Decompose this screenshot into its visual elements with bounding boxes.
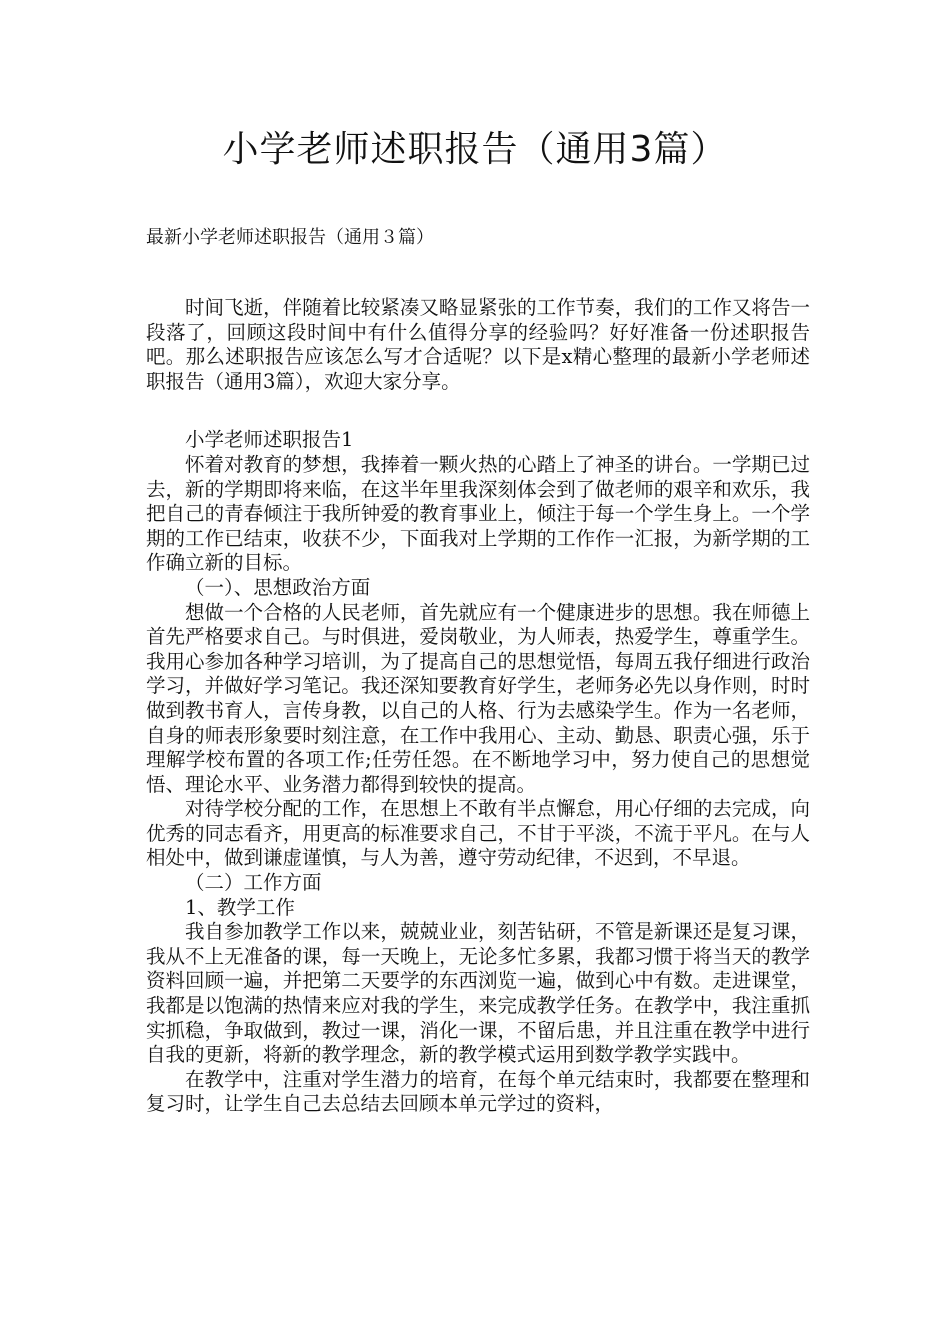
- document-title: 小学老师述职报告（通用3篇）: [222, 129, 728, 170]
- subsection-heading: （二）工作方面: [185, 871, 322, 895]
- body-paragraph: 对待学校分配的工作，在思想上不敢有半点懈怠，用心仔细的去完成，向优秀的同志看齐，用更高的标准要求自己，不甘于平淡，不流于平凡。在与人相处中，做到谦虚谨慎，与人为善，遵守劳动纪律，不迟到，不早退。: [146, 797, 810, 870]
- document-subtitle: 最新小学老师述职报告（通用３篇）: [146, 227, 434, 248]
- document-body: [146, 296, 810, 1117]
- body-paragraph: 想做一个合格的人民老师，首先就应有一个健康进步的思想。我在师德上首先严格要求自己。与时俱进，爱岗敬业，为人师表，热爱学生，尊重学生。我用心参加各种学习培训，为了提高自己的思想觉悟，每周五我仔细进行政治学习，并做好学习笔记。我还深知要教育好学生，老师务必先以身作则，时时做到教书育人，言传身教，以自己的人格、行为去感染学生。作为一名老师，自身的师表形象要时刻注意，在工作中我用心、主动、勤恳、职责心强，乐于理解学校布置的各项工作;任劳任怨。在不断地学习中，努力使自己的思想觉悟、理论水平、业务潜力都得到较快的提高。: [146, 600, 810, 796]
- subsection-heading: （一）、思想政治方面: [185, 575, 371, 599]
- section-heading: 小学老师述职报告1: [185, 428, 354, 452]
- intro-paragraph: 时间飞逝，伴随着比较紧凑又略显紧张的工作节奏，我们的工作又将告一段落了，回顾这段时间中有什么值得分享的经验吗？好好准备一份述职报告吧。那么述职报告应该怎么写才合适呢？以下是x精心整理的最新小学老师述职报告（通用3篇），欢迎大家分享。: [146, 296, 810, 393]
- subsection-heading: 1、教学工作: [185, 895, 295, 919]
- body-paragraph: 我自参加教学工作以来，兢兢业业，刻苦钻研，不管是新课还是复习课，我从不上无准备的课，每一天晚上，无论多忙多累，我都习惯于将当天的教学资料回顾一遍，并把第二天要学的东西浏览一遍，做到心中有数。走进课堂，我都是以饱满的热情来应对我的学生，来完成教学任务。在教学中，我注重抓实抓稳，争取做到，教过一课，消化一课，不留后患，并且注重在教学中进行自我的更新，将新的教学理念，新的教学模式运用到数学教学实践中。: [146, 920, 810, 1067]
- body-paragraph: 怀着对教育的梦想，我捧着一颗火热的心踏上了神圣的讲台。一学期已过去，新的学期即将来临，在这半年里我深刻体会到了做老师的艰辛和欢乐，我把自己的青春倾注于我所钟爱的教育事业上，倾注于每一个学生身上。一个学期的工作已结束，收获不少，下面我对上学期的工作作一汇报，为新学期的工作确立新的目标。: [146, 452, 810, 575]
- body-paragraph: 在教学中，注重对学生潜力的培育，在每个单元结束时，我都要在整理和复习时，让学生自己去总结去回顾本单元学过的资料，: [146, 1067, 810, 1116]
